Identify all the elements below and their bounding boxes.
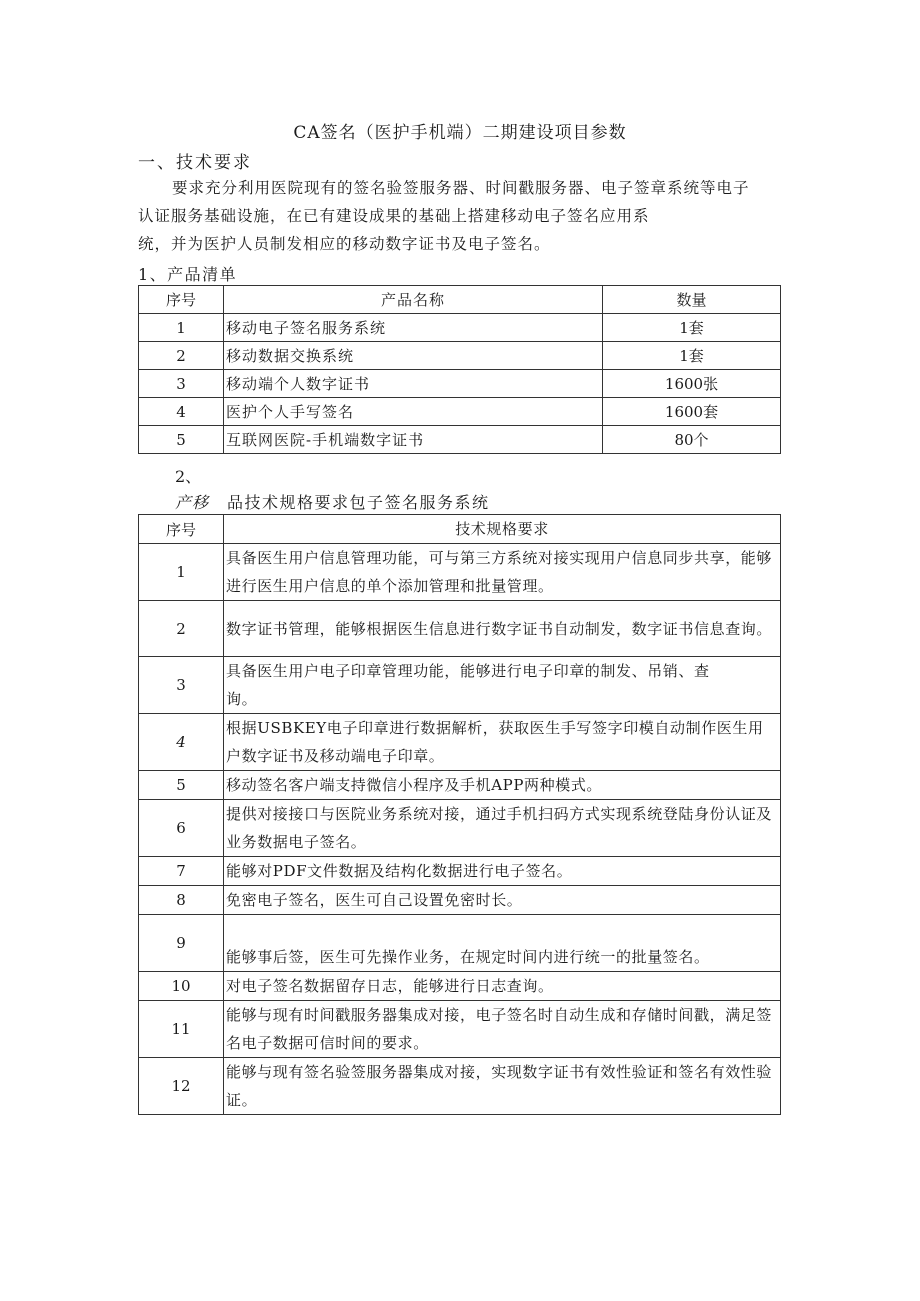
intro-line-3: 统，并为医护人员制发相应的移动数字证书及电子签名。 <box>138 235 551 253</box>
row-number: 10 <box>139 972 224 1001</box>
row-number: 4 <box>139 714 224 771</box>
section2-number: 2、 <box>175 467 202 486</box>
row-number: 3 <box>139 370 224 398</box>
spec-text: 能够与现有时间戳服务器集成对接，电子签名时自动生成和存储时间戳，满足签名电子数据可信时间的要求。 <box>224 1001 781 1058</box>
table-row <box>139 314 781 342</box>
row-number: 5 <box>139 426 224 454</box>
header-cell: 序号 <box>139 515 224 544</box>
section2-heading: 品技术规格要求包子签名服务系统 <box>227 493 490 512</box>
row-number: 2 <box>139 601 224 657</box>
header-cell: 序号 <box>139 286 224 314</box>
spec-text: 能够对PDF文件数据及结构化数据进行电子签名。 <box>224 857 781 886</box>
table-row <box>139 657 781 714</box>
product-name: 互联网医院-手机端数字证书 <box>224 426 603 454</box>
header-cell: 产品名称 <box>224 286 603 314</box>
table-row <box>139 370 781 398</box>
product-name: 医护个人手写签名 <box>224 398 603 426</box>
spec-text: 数字证书管理，能够根据医生信息进行数字证书自动制发，数字证书信息查询。 <box>224 601 781 657</box>
spec-text: 能够事后签，医生可先操作业务，在规定时间内进行统一的批量签名。 <box>224 915 781 972</box>
table-row <box>139 544 781 601</box>
table-row <box>139 1001 781 1058</box>
row-number: 8 <box>139 886 224 915</box>
table-row <box>139 915 781 972</box>
spec-table <box>138 514 781 1115</box>
spec-text: 提供对接接口与医院业务系统对接，通过手机扫码方式实现系统登陆身份认证及业务数据电子签名。 <box>224 800 781 857</box>
table-row <box>139 601 781 657</box>
row-number: 3 <box>139 657 224 714</box>
section-heading-tech: 一、技术要求 <box>138 153 252 173</box>
spec-text: 根据USBKEY电子印章进行数据解析，获取医生手写签字印模自动制作医生用户数字证书及移动端电子印章。 <box>224 714 781 771</box>
row-number: 12 <box>139 1058 224 1115</box>
spec-text: 对电子签名数据留存日志，能够进行日志查询。 <box>224 972 781 1001</box>
row-number: 9 <box>139 915 224 972</box>
product-table <box>138 285 781 454</box>
table-row <box>139 857 781 886</box>
row-number: 11 <box>139 1001 224 1058</box>
table-row <box>139 800 781 857</box>
product-name: 移动数据交换系统 <box>224 342 603 370</box>
row-number: 5 <box>139 771 224 800</box>
row-number: 2 <box>139 342 224 370</box>
spec-text: 具备医生用户电子印章管理功能，能够进行电子印章的制发、吊销、查询。 <box>224 657 781 714</box>
table-row <box>139 342 781 370</box>
row-number: 1 <box>139 314 224 342</box>
product-qty: 1600张 <box>603 370 781 398</box>
spec-text: 移动签名客户端支持微信小程序及手机APP两种模式。 <box>224 771 781 800</box>
row-number: 4 <box>139 398 224 426</box>
document-title: CA签名（医护手机端）二期建设项目参数 <box>293 123 627 143</box>
product-qty: 1600套 <box>603 398 781 426</box>
row-number: 6 <box>139 800 224 857</box>
table-header-row <box>139 515 781 544</box>
product-list-heading: 1、产品清单 <box>138 265 238 284</box>
product-qty: 1套 <box>603 342 781 370</box>
intro-line-2: 认证服务基础设施，在已有建设成果的基础上搭建移动电子签名应用系 <box>138 207 650 225</box>
table-row <box>139 771 781 800</box>
intro-line-1: 要求充分利用医院现有的签名验签服务器、时间戳服务器、电子签章系统等电子 <box>172 179 750 197</box>
product-name: 移动端个人数字证书 <box>224 370 603 398</box>
product-qty: 1套 <box>603 314 781 342</box>
table-row <box>139 714 781 771</box>
spec-text: 具备医生用户信息管理功能，可与第三方系统对接实现用户信息同步共享，能够进行医生用户信息的单个添加管理和批量管理。 <box>224 544 781 601</box>
row-number: 1 <box>139 544 224 601</box>
spec-text: 免密电子签名，医生可自己设置免密时长。 <box>224 886 781 915</box>
product-qty: 80个 <box>603 426 781 454</box>
row-number: 7 <box>139 857 224 886</box>
table-header-row <box>139 286 781 314</box>
table-row <box>139 886 781 915</box>
spec-text: 能够与现有签名验签服务器集成对接，实现数字证书有效性验证和签名有效性验证。 <box>224 1058 781 1115</box>
table-row <box>139 426 781 454</box>
product-name: 移动电子签名服务系统 <box>224 314 603 342</box>
table-row <box>139 972 781 1001</box>
header-cell: 技术规格要求 <box>224 515 781 544</box>
header-cell: 数量 <box>603 286 781 314</box>
section2-left-text: 产移 <box>175 493 210 512</box>
table-row <box>139 1058 781 1115</box>
table-row <box>139 398 781 426</box>
